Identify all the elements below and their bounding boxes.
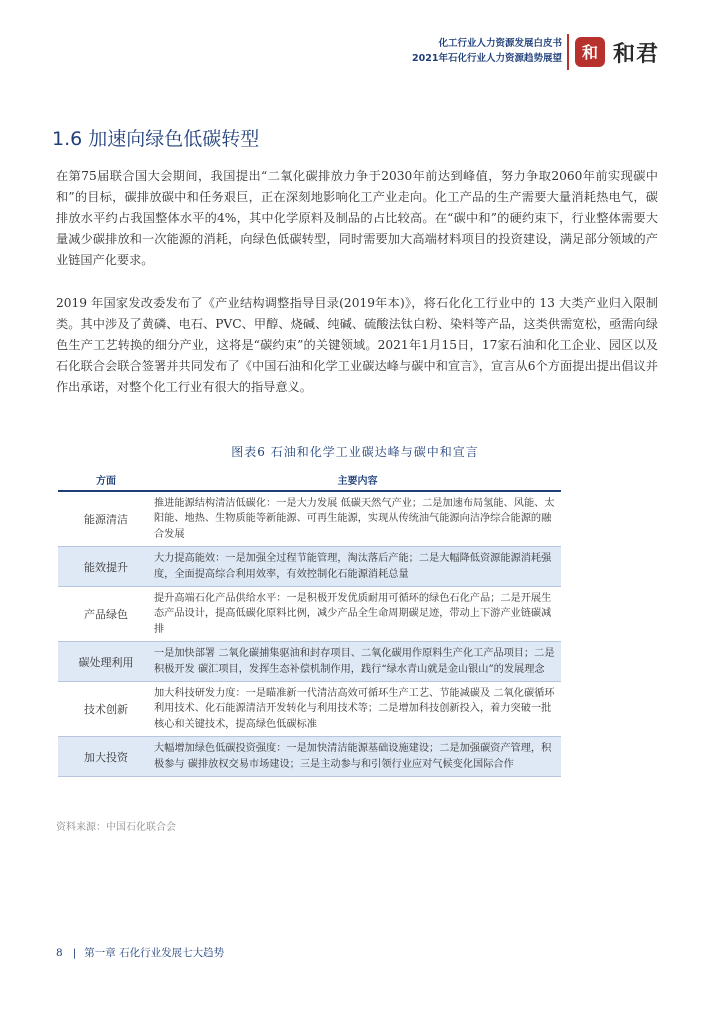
row-aspect: 加大投资 — [84, 750, 128, 764]
row-content: 一是加快部署 二氧化碳捕集驱油和封存项目、二氧化碳用作原料生产化工产品项目；二是积极开发 碳汇项目，发挥生态补偿机制作用，践行“绿水青山就是金山银山”的发展理念 — [154, 648, 555, 675]
row-content: 大幅增加绿色低碳投资强度：一是加快清洁能源基础设施建设；二是加强碳资产管理，积极参与 碳排放权交易市场建设；三是主动参与和引领行业应对气候变化国际合作 — [154, 743, 552, 770]
row-aspect: 碳处理利用 — [78, 655, 134, 669]
table-row — [58, 737, 561, 777]
row-aspect: 技术创新 — [84, 703, 128, 717]
header-title-line1: 化工行业人力资源发展白皮书 — [438, 38, 562, 49]
logo-seal-icon — [573, 35, 607, 69]
source-note: 资料来源：中国石化联合会 — [56, 822, 176, 833]
figure-title: 图表6 石油和化学工业碳达峰与碳中和宣言 — [231, 445, 479, 459]
page-footer — [56, 945, 224, 960]
page-number: 8 — [56, 946, 63, 959]
company-logo — [573, 33, 683, 73]
row-content: 大力提高能效：一是加强全过程节能管理，淘汰落后产能；二是大幅降低资源能源消耗强度，全面提高综合利用效率，有效控制化石能源消耗总量 — [154, 553, 552, 580]
table-row — [58, 642, 561, 682]
logo-seal-text: 和 — [581, 43, 599, 62]
row-content: 加大科技研发力度：一是瞄准新一代清洁高效可循环生产工艺、节能减碳及 二氧化碳循环利用技术、化石能源清洁开发转化与利用技术等；二是增加科技创新投入，着力突破一批核心和关键技术，提高绿色低碳标准 — [154, 688, 555, 730]
table-header — [58, 468, 561, 492]
table-row — [58, 682, 561, 737]
row-aspect: 能效提升 — [84, 560, 128, 574]
page-header — [0, 0, 710, 76]
table-row — [58, 547, 561, 587]
row-content: 提升高端石化产品供给水平：一是积极开发优质耐用可循环的绿色石化产品；二是开展生态产品设计，提高低碳化原料比例，减少产品全生命周期碳足迹，带动上下游产业链碳减排 — [154, 593, 552, 635]
declaration-table — [58, 468, 561, 777]
body-paragraph-2: 2019 年国家发改委发布了《产业结构调整指导目录(2019年本)》，将石化化工行业中的 13 大类产业归入限制类。其中涉及了黄磷、电石、PVC、甲醇、烧碱、纯碱、硫酸法钛白粉、染料等产品，这类供需宽松，亟需向绿色生产工艺转换的细分产业，这将是“碳约束”的关键领域。2021年1月15日，17家石油和化工企业、园区以及石化联合会联合签署并共同发布了《中国石油和化学工业碳达峰与碳中和宣言》，宣言从6个方面提出提出倡议并作出承诺，对整个化工行业有很大的指导意义。 — [56, 296, 658, 394]
footer-separator: | — [72, 946, 77, 959]
table-row — [58, 492, 561, 547]
header-title-line2: 2021年石化行业人力资源趋势展望 — [412, 53, 562, 64]
row-content: 推进能源结构清洁低碳化：一是大力发展 低碳天然气产业；二是加速布局氢能、风能、太阳能、地热、生物质能等新能源、可再生能源，实现从传统油气能源向洁净综合能源的融合发展 — [154, 498, 555, 540]
row-aspect: 能源清洁 — [84, 513, 128, 527]
chapter-title: 第一章 石化行业发展七大趋势 — [84, 947, 225, 959]
header-content: 主要内容 — [337, 475, 378, 487]
row-aspect: 产品绿色 — [84, 608, 128, 622]
logo-text: 和君 — [613, 42, 660, 67]
table-row — [58, 587, 561, 642]
section-title: 1.6 加速向绿色低碳转型 — [52, 128, 260, 150]
header-titles — [412, 36, 562, 66]
header-divider — [567, 34, 569, 70]
header-aspect: 方面 — [96, 475, 116, 487]
body-paragraph-1: 在第75届联合国大会期间，我国提出“二氧化碳排放力争于2030年前达到峰值，努力争取2060年前实现碳中和”的目标，碳排放碳中和任务艰巨，正在深刻地影响化工产业走向。化工产品的生产需要大量消耗热电气，碳排放水平约占我国整体水平的4%，其中化学原料及制品的占比较高。在“碳中和”的硬约束下，行业整体需要大量减少碳排放和一次能源的消耗，向绿色低碳转型，同时需要加大高端材料项目的投资建设，满足部分领域的产业链国产化要求。 — [56, 169, 658, 267]
